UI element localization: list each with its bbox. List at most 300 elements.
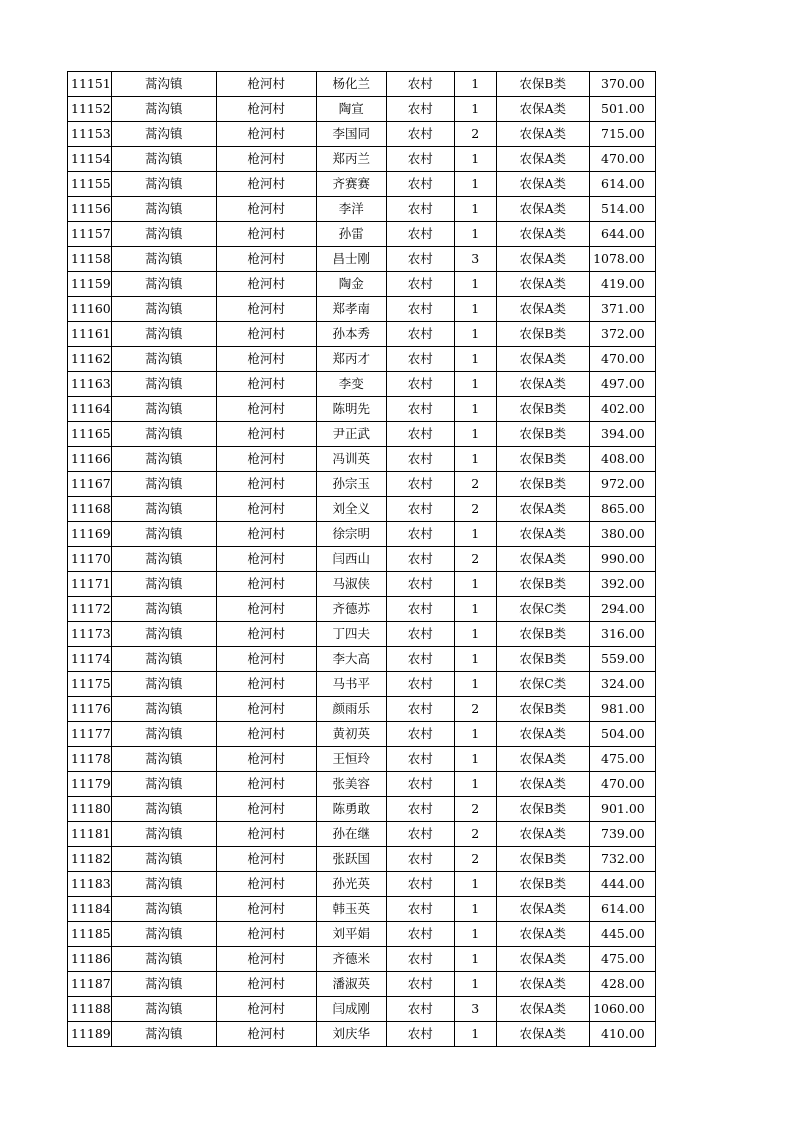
cell-amount: 559.00: [589, 647, 655, 672]
cell-person-count: 1: [454, 297, 496, 322]
cell-town: 蒿沟镇: [111, 597, 216, 622]
cell-amount: 514.00: [589, 197, 655, 222]
cell-insurance-category: 农保B类: [496, 697, 589, 722]
cell-household-type: 农村: [386, 597, 454, 622]
cell-village: 枪河村: [216, 822, 316, 847]
table-row: [68, 872, 656, 897]
cell-amount: 972.00: [589, 472, 655, 497]
cell-amount: 614.00: [589, 897, 655, 922]
cell-household-type: 农村: [386, 722, 454, 747]
cell-village: 枪河村: [216, 297, 316, 322]
cell-insurance-category: 农保B类: [496, 322, 589, 347]
cell-insurance-category: 农保A类: [496, 272, 589, 297]
cell-town: 蒿沟镇: [111, 147, 216, 172]
cell-town: 蒿沟镇: [111, 247, 216, 272]
table-row: [68, 372, 656, 397]
table-row: [68, 547, 656, 572]
cell-town: 蒿沟镇: [111, 522, 216, 547]
cell-amount: 410.00: [589, 1022, 655, 1047]
cell-amount: 739.00: [589, 822, 655, 847]
cell-insurance-category: 农保B类: [496, 447, 589, 472]
cell-town: 蒿沟镇: [111, 472, 216, 497]
cell-household-type: 农村: [386, 147, 454, 172]
cell-household-type: 农村: [386, 847, 454, 872]
cell-household-type: 农村: [386, 497, 454, 522]
cell-town: 蒿沟镇: [111, 897, 216, 922]
cell-name: 陶金: [316, 272, 386, 297]
cell-village: 枪河村: [216, 222, 316, 247]
cell-id: 11161: [68, 322, 112, 347]
cell-name: 冯训英: [316, 447, 386, 472]
table-row: [68, 322, 656, 347]
table-row: [68, 122, 656, 147]
cell-household-type: 农村: [386, 397, 454, 422]
cell-person-count: 3: [454, 997, 496, 1022]
cell-id: 11166: [68, 447, 112, 472]
cell-town: 蒿沟镇: [111, 672, 216, 697]
cell-town: 蒿沟镇: [111, 872, 216, 897]
cell-insurance-category: 农保A类: [496, 722, 589, 747]
cell-household-type: 农村: [386, 772, 454, 797]
cell-id: 11183: [68, 872, 112, 897]
table-row: [68, 247, 656, 272]
cell-id: 11171: [68, 572, 112, 597]
cell-town: 蒿沟镇: [111, 222, 216, 247]
cell-person-count: 1: [454, 1022, 496, 1047]
cell-village: 枪河村: [216, 947, 316, 972]
cell-insurance-category: 农保A类: [496, 772, 589, 797]
cell-household-type: 农村: [386, 472, 454, 497]
cell-village: 枪河村: [216, 197, 316, 222]
cell-id: 11152: [68, 97, 112, 122]
cell-name: 李国同: [316, 122, 386, 147]
cell-name: 李变: [316, 372, 386, 397]
cell-id: 11156: [68, 197, 112, 222]
cell-town: 蒿沟镇: [111, 547, 216, 572]
cell-name: 潘淑英: [316, 972, 386, 997]
table-row: [68, 97, 656, 122]
table-row: [68, 222, 656, 247]
cell-town: 蒿沟镇: [111, 847, 216, 872]
cell-id: 11163: [68, 372, 112, 397]
cell-person-count: 1: [454, 597, 496, 622]
cell-insurance-category: 农保A类: [496, 147, 589, 172]
cell-name: 杨化兰: [316, 72, 386, 97]
cell-id: 11168: [68, 497, 112, 522]
cell-village: 枪河村: [216, 122, 316, 147]
cell-amount: 370.00: [589, 72, 655, 97]
cell-name: 齐赛赛: [316, 172, 386, 197]
table-row: [68, 997, 656, 1022]
cell-name: 徐宗明: [316, 522, 386, 547]
cell-household-type: 农村: [386, 322, 454, 347]
cell-amount: 990.00: [589, 547, 655, 572]
cell-household-type: 农村: [386, 797, 454, 822]
cell-name: 刘平娟: [316, 922, 386, 947]
cell-town: 蒿沟镇: [111, 822, 216, 847]
cell-amount: 501.00: [589, 97, 655, 122]
cell-insurance-category: 农保A类: [496, 972, 589, 997]
cell-person-count: 1: [454, 447, 496, 472]
cell-household-type: 农村: [386, 622, 454, 647]
cell-name: 孙光英: [316, 872, 386, 897]
cell-amount: 470.00: [589, 147, 655, 172]
cell-town: 蒿沟镇: [111, 72, 216, 97]
cell-amount: 475.00: [589, 947, 655, 972]
cell-insurance-category: 农保B类: [496, 872, 589, 897]
cell-household-type: 农村: [386, 372, 454, 397]
cell-person-count: 1: [454, 722, 496, 747]
cell-person-count: 1: [454, 897, 496, 922]
cell-person-count: 2: [454, 122, 496, 147]
cell-village: 枪河村: [216, 272, 316, 297]
cell-amount: 371.00: [589, 297, 655, 322]
cell-town: 蒿沟镇: [111, 647, 216, 672]
cell-id: 11189: [68, 1022, 112, 1047]
cell-town: 蒿沟镇: [111, 372, 216, 397]
cell-name: 孙宗玉: [316, 472, 386, 497]
cell-insurance-category: 农保A类: [496, 822, 589, 847]
cell-name: 尹正武: [316, 422, 386, 447]
table-row: [68, 647, 656, 672]
cell-town: 蒿沟镇: [111, 572, 216, 597]
cell-person-count: 1: [454, 947, 496, 972]
cell-town: 蒿沟镇: [111, 122, 216, 147]
cell-town: 蒿沟镇: [111, 497, 216, 522]
cell-id: 11173: [68, 622, 112, 647]
cell-household-type: 农村: [386, 447, 454, 472]
cell-name: 张美容: [316, 772, 386, 797]
cell-village: 枪河村: [216, 672, 316, 697]
cell-village: 枪河村: [216, 547, 316, 572]
cell-person-count: 1: [454, 622, 496, 647]
cell-amount: 372.00: [589, 322, 655, 347]
table-row: [68, 197, 656, 222]
table-row: [68, 747, 656, 772]
cell-id: 11172: [68, 597, 112, 622]
cell-insurance-category: 农保A类: [496, 997, 589, 1022]
cell-id: 11155: [68, 172, 112, 197]
table-row: [68, 897, 656, 922]
cell-id: 11151: [68, 72, 112, 97]
cell-household-type: 农村: [386, 522, 454, 547]
cell-village: 枪河村: [216, 372, 316, 397]
cell-insurance-category: 农保B类: [496, 472, 589, 497]
cell-household-type: 农村: [386, 222, 454, 247]
cell-amount: 294.00: [589, 597, 655, 622]
table-row: [68, 422, 656, 447]
table-row: [68, 347, 656, 372]
table-row: [68, 847, 656, 872]
cell-id: 11176: [68, 697, 112, 722]
cell-name: 丁四夫: [316, 622, 386, 647]
cell-household-type: 农村: [386, 572, 454, 597]
cell-amount: 614.00: [589, 172, 655, 197]
cell-town: 蒿沟镇: [111, 722, 216, 747]
cell-id: 11160: [68, 297, 112, 322]
cell-id: 11180: [68, 797, 112, 822]
table-row: [68, 947, 656, 972]
cell-name: 闫西山: [316, 547, 386, 572]
cell-name: 齐德苏: [316, 597, 386, 622]
cell-town: 蒿沟镇: [111, 197, 216, 222]
cell-insurance-category: 农保A类: [496, 947, 589, 972]
cell-insurance-category: 农保A类: [496, 172, 589, 197]
cell-village: 枪河村: [216, 597, 316, 622]
cell-name: 王恒玲: [316, 747, 386, 772]
cell-village: 枪河村: [216, 572, 316, 597]
cell-id: 11177: [68, 722, 112, 747]
table-row: [68, 672, 656, 697]
cell-village: 枪河村: [216, 922, 316, 947]
table-body: [68, 72, 656, 1047]
cell-insurance-category: 农保B类: [496, 797, 589, 822]
cell-village: 枪河村: [216, 97, 316, 122]
cell-name: 刘全义: [316, 497, 386, 522]
cell-id: 11182: [68, 847, 112, 872]
cell-id: 11187: [68, 972, 112, 997]
cell-household-type: 农村: [386, 1022, 454, 1047]
cell-person-count: 2: [454, 697, 496, 722]
cell-household-type: 农村: [386, 872, 454, 897]
cell-person-count: 1: [454, 522, 496, 547]
cell-household-type: 农村: [386, 422, 454, 447]
cell-household-type: 农村: [386, 97, 454, 122]
table-row: [68, 472, 656, 497]
cell-person-count: 1: [454, 772, 496, 797]
cell-town: 蒿沟镇: [111, 947, 216, 972]
cell-person-count: 2: [454, 847, 496, 872]
cell-person-count: 1: [454, 222, 496, 247]
cell-town: 蒿沟镇: [111, 447, 216, 472]
cell-village: 枪河村: [216, 797, 316, 822]
cell-insurance-category: 农保B类: [496, 572, 589, 597]
cell-name: 韩玉英: [316, 897, 386, 922]
cell-town: 蒿沟镇: [111, 1022, 216, 1047]
cell-village: 枪河村: [216, 422, 316, 447]
cell-village: 枪河村: [216, 622, 316, 647]
cell-amount: 504.00: [589, 722, 655, 747]
cell-insurance-category: 农保A类: [496, 747, 589, 772]
cell-person-count: 1: [454, 72, 496, 97]
cell-name: 李大高: [316, 647, 386, 672]
cell-insurance-category: 农保B类: [496, 622, 589, 647]
cell-amount: 732.00: [589, 847, 655, 872]
cell-id: 11154: [68, 147, 112, 172]
cell-name: 孙本秀: [316, 322, 386, 347]
cell-insurance-category: 农保A类: [496, 347, 589, 372]
table-row: [68, 822, 656, 847]
table-row: [68, 72, 656, 97]
cell-household-type: 农村: [386, 897, 454, 922]
cell-village: 枪河村: [216, 397, 316, 422]
cell-name: 郑丙兰: [316, 147, 386, 172]
cell-village: 枪河村: [216, 522, 316, 547]
cell-person-count: 1: [454, 747, 496, 772]
cell-id: 11186: [68, 947, 112, 972]
cell-town: 蒿沟镇: [111, 322, 216, 347]
table-row: [68, 172, 656, 197]
cell-household-type: 农村: [386, 297, 454, 322]
cell-amount: 981.00: [589, 697, 655, 722]
cell-id: 11159: [68, 272, 112, 297]
cell-person-count: 1: [454, 422, 496, 447]
cell-insurance-category: 农保A类: [496, 922, 589, 947]
cell-name: 孙在继: [316, 822, 386, 847]
cell-village: 枪河村: [216, 747, 316, 772]
cell-person-count: 1: [454, 197, 496, 222]
cell-town: 蒿沟镇: [111, 97, 216, 122]
cell-household-type: 农村: [386, 697, 454, 722]
cell-town: 蒿沟镇: [111, 297, 216, 322]
cell-amount: 901.00: [589, 797, 655, 822]
cell-insurance-category: 农保A类: [496, 897, 589, 922]
cell-amount: 380.00: [589, 522, 655, 547]
cell-insurance-category: 农保A类: [496, 247, 589, 272]
cell-amount: 715.00: [589, 122, 655, 147]
cell-id: 11179: [68, 772, 112, 797]
cell-household-type: 农村: [386, 972, 454, 997]
cell-person-count: 2: [454, 497, 496, 522]
table-row: [68, 522, 656, 547]
cell-village: 枪河村: [216, 172, 316, 197]
cell-town: 蒿沟镇: [111, 172, 216, 197]
cell-person-count: 1: [454, 572, 496, 597]
cell-name: 张跃国: [316, 847, 386, 872]
cell-amount: 408.00: [589, 447, 655, 472]
cell-name: 孙雷: [316, 222, 386, 247]
cell-id: 11153: [68, 122, 112, 147]
cell-amount: 419.00: [589, 272, 655, 297]
cell-name: 陈勇敢: [316, 797, 386, 822]
cell-id: 11185: [68, 922, 112, 947]
cell-insurance-category: 农保B类: [496, 72, 589, 97]
cell-amount: 644.00: [589, 222, 655, 247]
cell-village: 枪河村: [216, 497, 316, 522]
cell-name: 李洋: [316, 197, 386, 222]
cell-person-count: 1: [454, 97, 496, 122]
cell-amount: 445.00: [589, 922, 655, 947]
cell-amount: 394.00: [589, 422, 655, 447]
cell-id: 11178: [68, 747, 112, 772]
table-row: [68, 447, 656, 472]
cell-village: 枪河村: [216, 472, 316, 497]
cell-name: 马淑侠: [316, 572, 386, 597]
table-row: [68, 397, 656, 422]
cell-insurance-category: 农保B类: [496, 647, 589, 672]
cell-id: 11184: [68, 897, 112, 922]
cell-village: 枪河村: [216, 972, 316, 997]
cell-village: 枪河村: [216, 247, 316, 272]
cell-id: 11181: [68, 822, 112, 847]
cell-town: 蒿沟镇: [111, 747, 216, 772]
cell-name: 陶宣: [316, 97, 386, 122]
cell-village: 枪河村: [216, 1022, 316, 1047]
cell-person-count: 3: [454, 247, 496, 272]
cell-amount: 324.00: [589, 672, 655, 697]
cell-household-type: 农村: [386, 122, 454, 147]
cell-insurance-category: 农保C类: [496, 597, 589, 622]
cell-town: 蒿沟镇: [111, 272, 216, 297]
cell-amount: 444.00: [589, 872, 655, 897]
cell-household-type: 农村: [386, 822, 454, 847]
cell-name: 郑孝南: [316, 297, 386, 322]
cell-person-count: 1: [454, 172, 496, 197]
cell-person-count: 1: [454, 647, 496, 672]
cell-town: 蒿沟镇: [111, 772, 216, 797]
cell-insurance-category: 农保A类: [496, 97, 589, 122]
cell-village: 枪河村: [216, 697, 316, 722]
cell-insurance-category: 农保A类: [496, 222, 589, 247]
table-row: [68, 497, 656, 522]
cell-insurance-category: 农保A类: [496, 372, 589, 397]
cell-town: 蒿沟镇: [111, 697, 216, 722]
cell-name: 黄初英: [316, 722, 386, 747]
cell-amount: 470.00: [589, 772, 655, 797]
cell-household-type: 农村: [386, 172, 454, 197]
cell-person-count: 2: [454, 472, 496, 497]
cell-household-type: 农村: [386, 347, 454, 372]
table-row: [68, 622, 656, 647]
cell-amount: 497.00: [589, 372, 655, 397]
cell-insurance-category: 农保A类: [496, 297, 589, 322]
cell-name: 马书平: [316, 672, 386, 697]
cell-person-count: 1: [454, 147, 496, 172]
cell-amount: 475.00: [589, 747, 655, 772]
cell-village: 枪河村: [216, 72, 316, 97]
cell-id: 11164: [68, 397, 112, 422]
cell-town: 蒿沟镇: [111, 797, 216, 822]
table-row: [68, 722, 656, 747]
cell-town: 蒿沟镇: [111, 972, 216, 997]
cell-amount: 865.00: [589, 497, 655, 522]
cell-insurance-category: 农保B类: [496, 422, 589, 447]
cell-household-type: 农村: [386, 197, 454, 222]
cell-household-type: 农村: [386, 747, 454, 772]
cell-village: 枪河村: [216, 322, 316, 347]
cell-person-count: 1: [454, 872, 496, 897]
cell-insurance-category: 农保B类: [496, 397, 589, 422]
cell-id: 11174: [68, 647, 112, 672]
cell-insurance-category: 农保A类: [496, 197, 589, 222]
cell-id: 11175: [68, 672, 112, 697]
cell-village: 枪河村: [216, 897, 316, 922]
cell-id: 11169: [68, 522, 112, 547]
cell-town: 蒿沟镇: [111, 997, 216, 1022]
cell-person-count: 1: [454, 272, 496, 297]
cell-insurance-category: 农保C类: [496, 672, 589, 697]
cell-id: 11167: [68, 472, 112, 497]
cell-insurance-category: 农保B类: [496, 847, 589, 872]
cell-town: 蒿沟镇: [111, 422, 216, 447]
cell-amount: 1078.00: [589, 247, 655, 272]
cell-insurance-category: 农保A类: [496, 1022, 589, 1047]
cell-village: 枪河村: [216, 722, 316, 747]
cell-household-type: 农村: [386, 672, 454, 697]
cell-amount: 1060.00: [589, 997, 655, 1022]
cell-person-count: 2: [454, 822, 496, 847]
cell-name: 颜雨乐: [316, 697, 386, 722]
cell-village: 枪河村: [216, 847, 316, 872]
cell-insurance-category: 农保A类: [496, 522, 589, 547]
cell-insurance-category: 农保A类: [496, 547, 589, 572]
cell-village: 枪河村: [216, 147, 316, 172]
cell-name: 郑丙才: [316, 347, 386, 372]
cell-household-type: 农村: [386, 997, 454, 1022]
cell-insurance-category: 农保A类: [496, 122, 589, 147]
table-row: [68, 1022, 656, 1047]
cell-person-count: 1: [454, 372, 496, 397]
